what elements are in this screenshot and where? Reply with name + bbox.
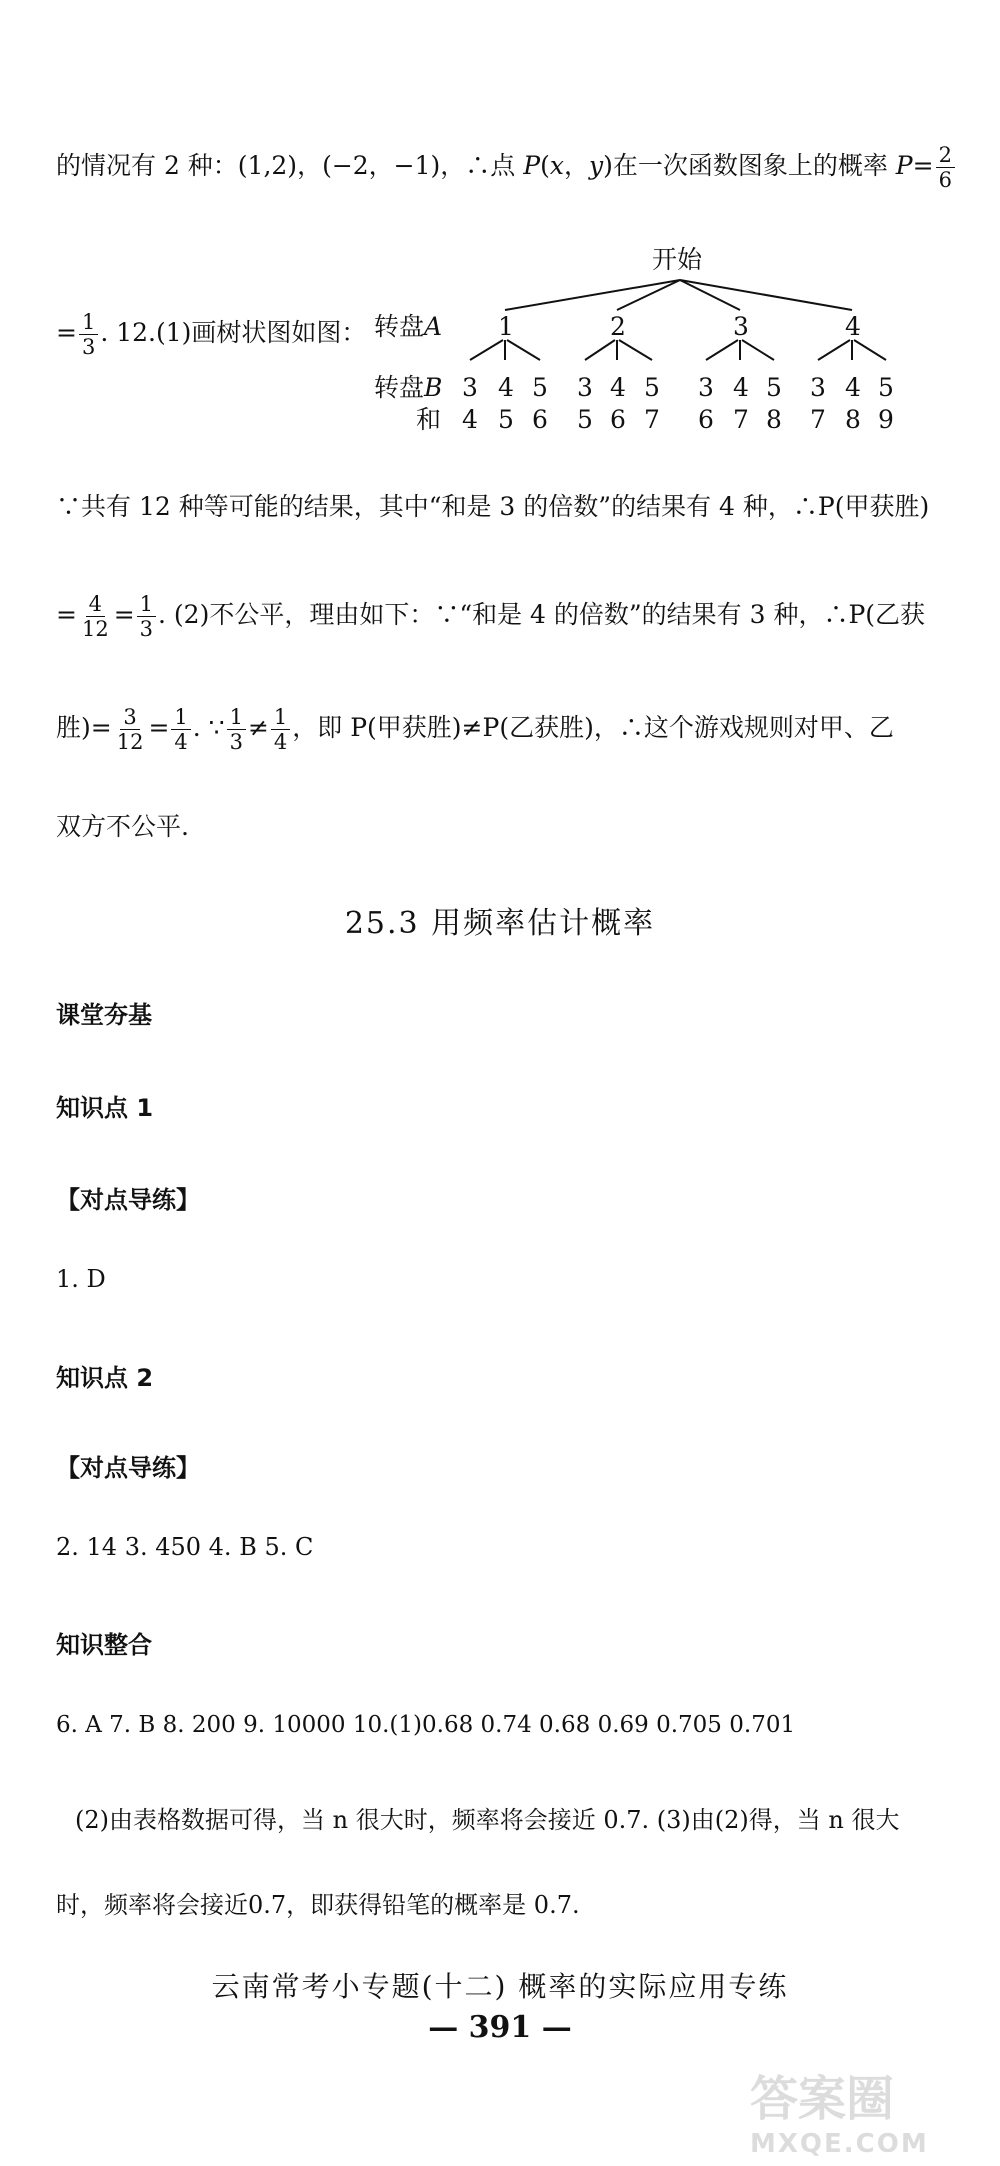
section-title: 25.3 用频率估计概率 xyxy=(344,906,656,941)
spinner-b-value: 3 xyxy=(462,373,478,402)
watermark xyxy=(750,2060,980,2160)
sum-value: 5 xyxy=(577,405,593,434)
spinner-b-label: 转盘B xyxy=(374,373,443,402)
tree-root-label: 开始 xyxy=(652,245,703,274)
watermark-url-text: MXQE.COM xyxy=(750,2129,929,2159)
spinner-b-value: 3 xyxy=(698,373,714,402)
answer-line-4: (2)由表格数据可得，当 n 很大时，频率将会接近 0.7. (3)由(2)得，当 n 很大 xyxy=(75,1806,900,1834)
sum-value: 6 xyxy=(532,405,548,434)
heading-basics: 课堂夯基 xyxy=(56,1001,152,1029)
sum-value: 7 xyxy=(810,405,826,434)
answer-line-3: 6. A 7. B 8. 200 9. 10000 10.(1)0.68 0.74 0.68 0.69 0.705 0.701 xyxy=(56,1712,796,1738)
solution-line-1: 的情况有 2 种：(1,2)，(−2，−1)，∴点 P(x，y)在一次函数图象上的概率 P= $\frac{2}{6}$ xyxy=(56,143,957,192)
answer-line-1: 1. D xyxy=(56,1265,106,1293)
fraction: $\frac{1}{3}$ xyxy=(137,592,156,641)
spinner-a-value: 2 xyxy=(610,312,626,341)
spinner-b-value: 5 xyxy=(878,373,894,402)
sum-label: 和 xyxy=(416,405,442,434)
spinner-a-label: 转盘A xyxy=(374,312,443,341)
solution-line-5: 胜)= $\frac{3}{12}$ = $\frac{1}{4}$ . ∵ $\frac{1}{3}$ ≠ $\frac{1}{4}$ ，即 P(甲获胜)≠P(乙获胜)，∴这个游戏规则对甲、乙 xyxy=(56,705,894,754)
fraction: $\frac{1}{3}$ xyxy=(227,705,246,754)
fraction: $\frac{1}{4}$ xyxy=(171,705,190,754)
fraction: $\frac{1}{3}$ xyxy=(79,310,98,359)
fraction: $\frac{3}{12}$ xyxy=(116,705,144,754)
spinner-b-value: 4 xyxy=(733,373,749,402)
spinner-b-value: 3 xyxy=(577,373,593,402)
heading-knowledge-point-1: 知识点 1 xyxy=(56,1094,154,1122)
sum-value: 4 xyxy=(462,405,478,434)
sum-value: 8 xyxy=(766,405,782,434)
fraction: $\frac{1}{4}$ xyxy=(271,705,290,754)
heading-practice-1: 【对点导练】 xyxy=(56,1186,200,1214)
answer-line-5: 时，频率将会接近0.7，即获得铅笔的概率是 0.7. xyxy=(56,1891,580,1919)
sum-value: 7 xyxy=(733,405,749,434)
spinner-b-value: 5 xyxy=(766,373,782,402)
heading-knowledge-point-2: 知识点 2 xyxy=(56,1364,154,1392)
spinner-b-value: 5 xyxy=(532,373,548,402)
solution-line-6: 双方不公平. xyxy=(56,812,189,841)
fraction: $\frac{2}{6}$ xyxy=(936,143,955,192)
spinner-b-value: 4 xyxy=(845,373,861,402)
heading-integration: 知识整合 xyxy=(56,1631,152,1659)
spinner-a-value: 4 xyxy=(845,312,861,341)
solution-line-3: ∵共有 12 种等可能的结果，其中“和是 3 的倍数”的结果有 4 种，∴P(甲获胜) xyxy=(56,492,930,521)
heading-practice-2: 【对点导练】 xyxy=(56,1454,200,1482)
page-number: — 391 — xyxy=(428,2010,572,2045)
solution-line-4: = $\frac{4}{12}$ = $\frac{1}{3}$ . (2)不公平，理由如下：∵“和是 4 的倍数”的结果有 3 种，∴P(乙获 xyxy=(56,592,926,641)
watermark-logo-text: 答案圈 xyxy=(750,2071,895,2127)
spinner-b-value: 5 xyxy=(644,373,660,402)
sum-value: 7 xyxy=(644,405,660,434)
next-section-title: 云南常考小专题(十二) 概率的实际应用专练 xyxy=(211,1970,789,2003)
spinner-b-value: 3 xyxy=(810,373,826,402)
spinner-b-value: 4 xyxy=(498,373,514,402)
sum-value: 6 xyxy=(610,405,626,434)
spinner-a-value: 1 xyxy=(498,312,514,341)
answer-line-2: 2. 14 3. 450 4. B 5. C xyxy=(56,1533,314,1561)
sum-value: 6 xyxy=(698,405,714,434)
solution-line-2: = $\frac{1}{3}$ . 12.(1)画树状图如图： xyxy=(56,310,367,359)
sum-value: 5 xyxy=(498,405,514,434)
fraction: $\frac{4}{12}$ xyxy=(81,592,109,641)
sum-value: 8 xyxy=(845,405,861,434)
spinner-b-value: 4 xyxy=(610,373,626,402)
sum-value: 9 xyxy=(878,405,894,434)
spinner-a-value: 3 xyxy=(733,312,749,341)
